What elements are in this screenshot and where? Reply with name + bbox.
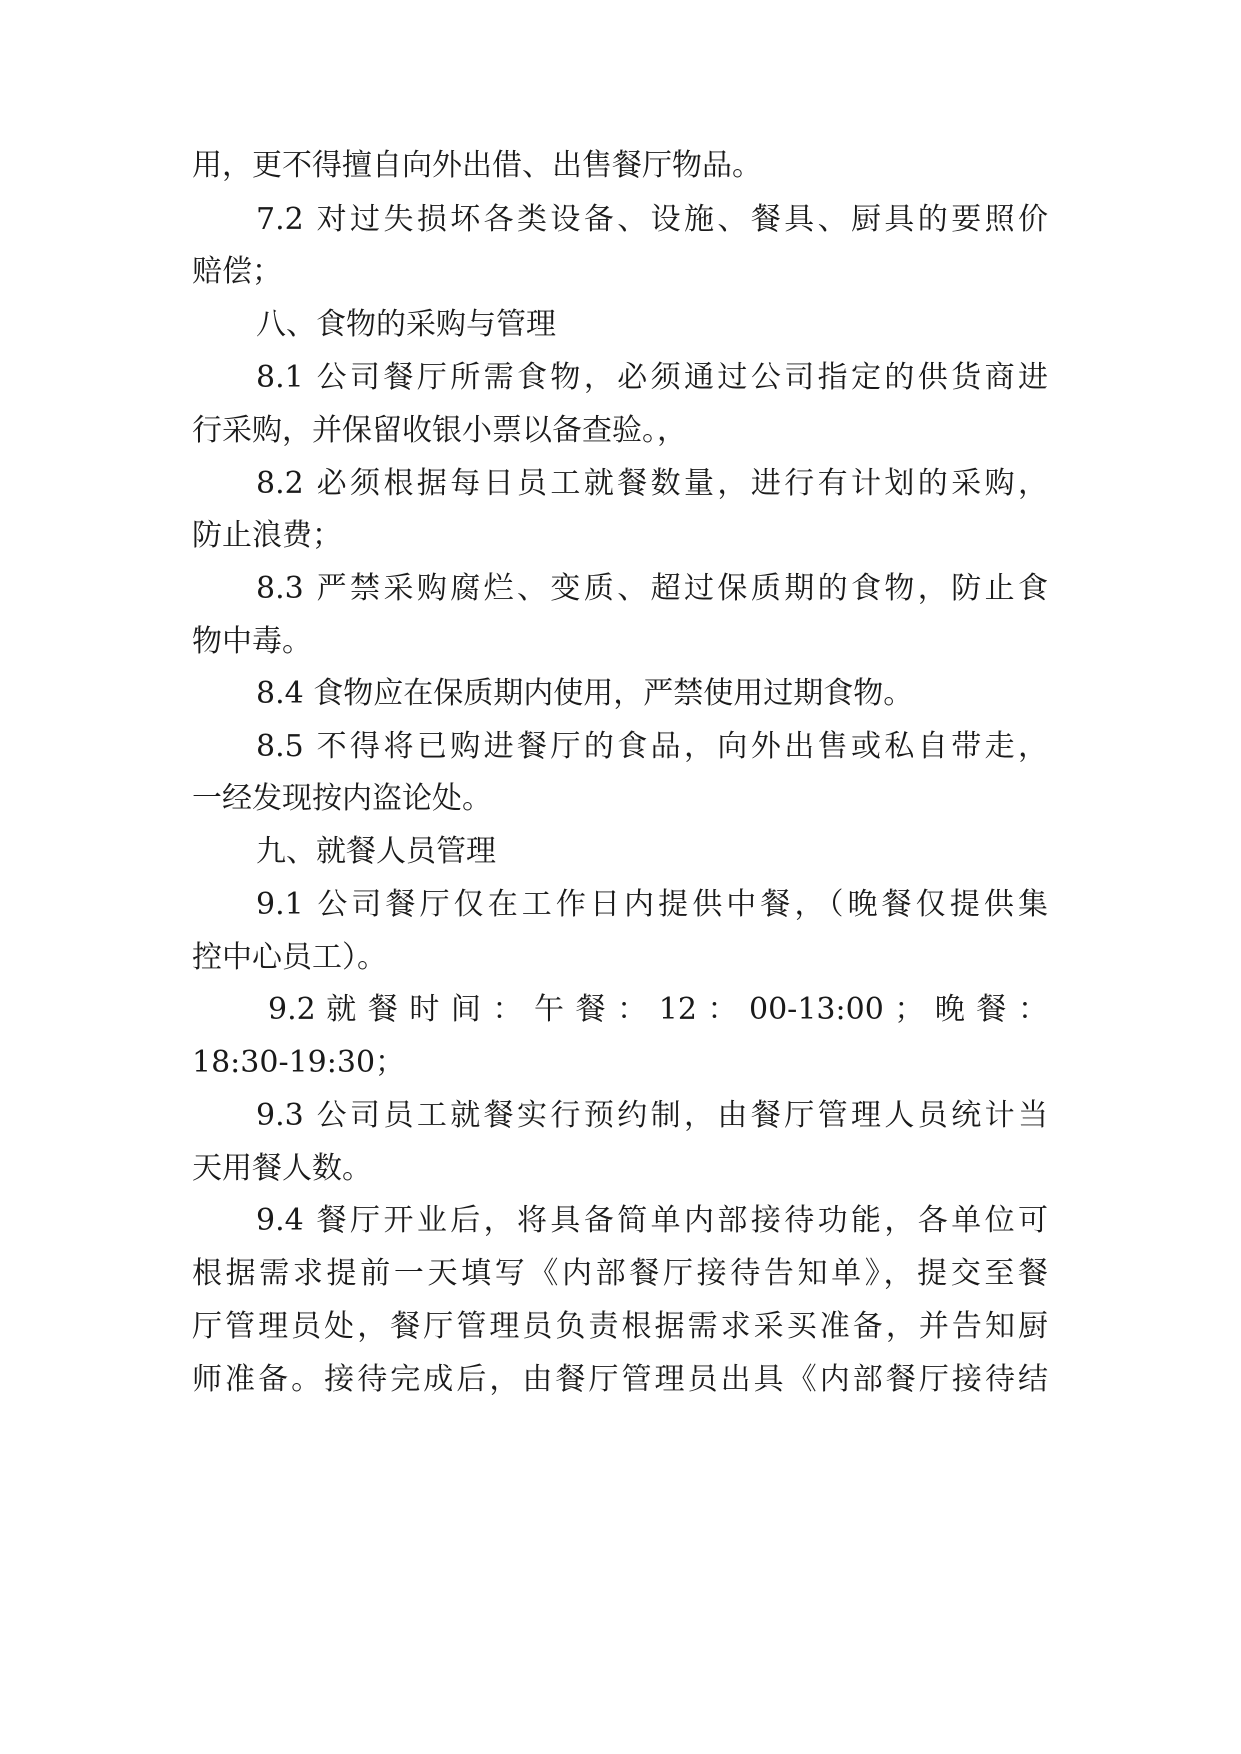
paragraph-line: 8.4 食物应在保质期内使用，严禁使用过期食物。 xyxy=(256,676,914,711)
paragraph-line: 控中心员工）。 xyxy=(192,940,387,975)
paragraph-line: 根据需求提前一天填写《内部餐厅接待告知单》，提交至餐 xyxy=(192,1256,1048,1291)
paragraph-line: 师准备。接待完成后，由餐厅管理员出具《内部餐厅接待结 xyxy=(192,1362,1048,1397)
section-heading: 九、就餐人员管理 xyxy=(256,834,496,869)
paragraph-line: 行采购，并保留收银小票以备查验。， xyxy=(192,413,687,448)
paragraph-line: 8.5 不得将已购进餐厅的食品，向外出售或私自带走， xyxy=(256,729,1048,764)
paragraph-line: 8.3 严禁采购腐烂、变质、超过保质期的食物，防止食 xyxy=(256,571,1048,606)
section-heading: 八、食物的采购与管理 xyxy=(256,307,556,342)
paragraph-line: 9.4 餐厅开业后，将具备简单内部接待功能，各单位可 xyxy=(256,1203,1048,1238)
paragraph-line: 厅管理员处，餐厅管理员负责根据需求采买准备，并告知厨 xyxy=(192,1309,1048,1344)
paragraph-line: 用，更不得擅自向外出借、出售餐厅物品。 xyxy=(192,148,762,183)
paragraph-line: 18:30-19:30； xyxy=(192,1045,406,1080)
paragraph-line: 8.1 公司餐厅所需食物，必须通过公司指定的供货商进 xyxy=(256,360,1048,395)
paragraph-line: 物中毒。 xyxy=(192,624,312,659)
paragraph-line: 8.2 必须根据每日员工就餐数量，进行有计划的采购， xyxy=(256,466,1048,501)
paragraph-line: 9.1 公司餐厅仅在工作日内提供中餐，（晚餐仅提供集 xyxy=(256,887,1048,922)
paragraph-line: 防止浪费； xyxy=(192,518,342,553)
paragraph-line: 7.2 对过失损坏各类设备、设施、餐具、厨具的要照价 xyxy=(256,202,1048,237)
paragraph-line: 9.3 公司员工就餐实行预约制，由餐厅管理人员统计当 xyxy=(256,1098,1048,1133)
paragraph-line: 一经发现按内盗论处。 xyxy=(192,781,492,816)
paragraph-line: 9.2 就 餐 时 间 ： 午 餐 ： 12 ： 00-13:00 ； 晚 餐 ： xyxy=(268,992,1048,1027)
paragraph-line: 赔偿； xyxy=(192,254,282,289)
paragraph-line: 天用餐人数。 xyxy=(192,1151,372,1186)
